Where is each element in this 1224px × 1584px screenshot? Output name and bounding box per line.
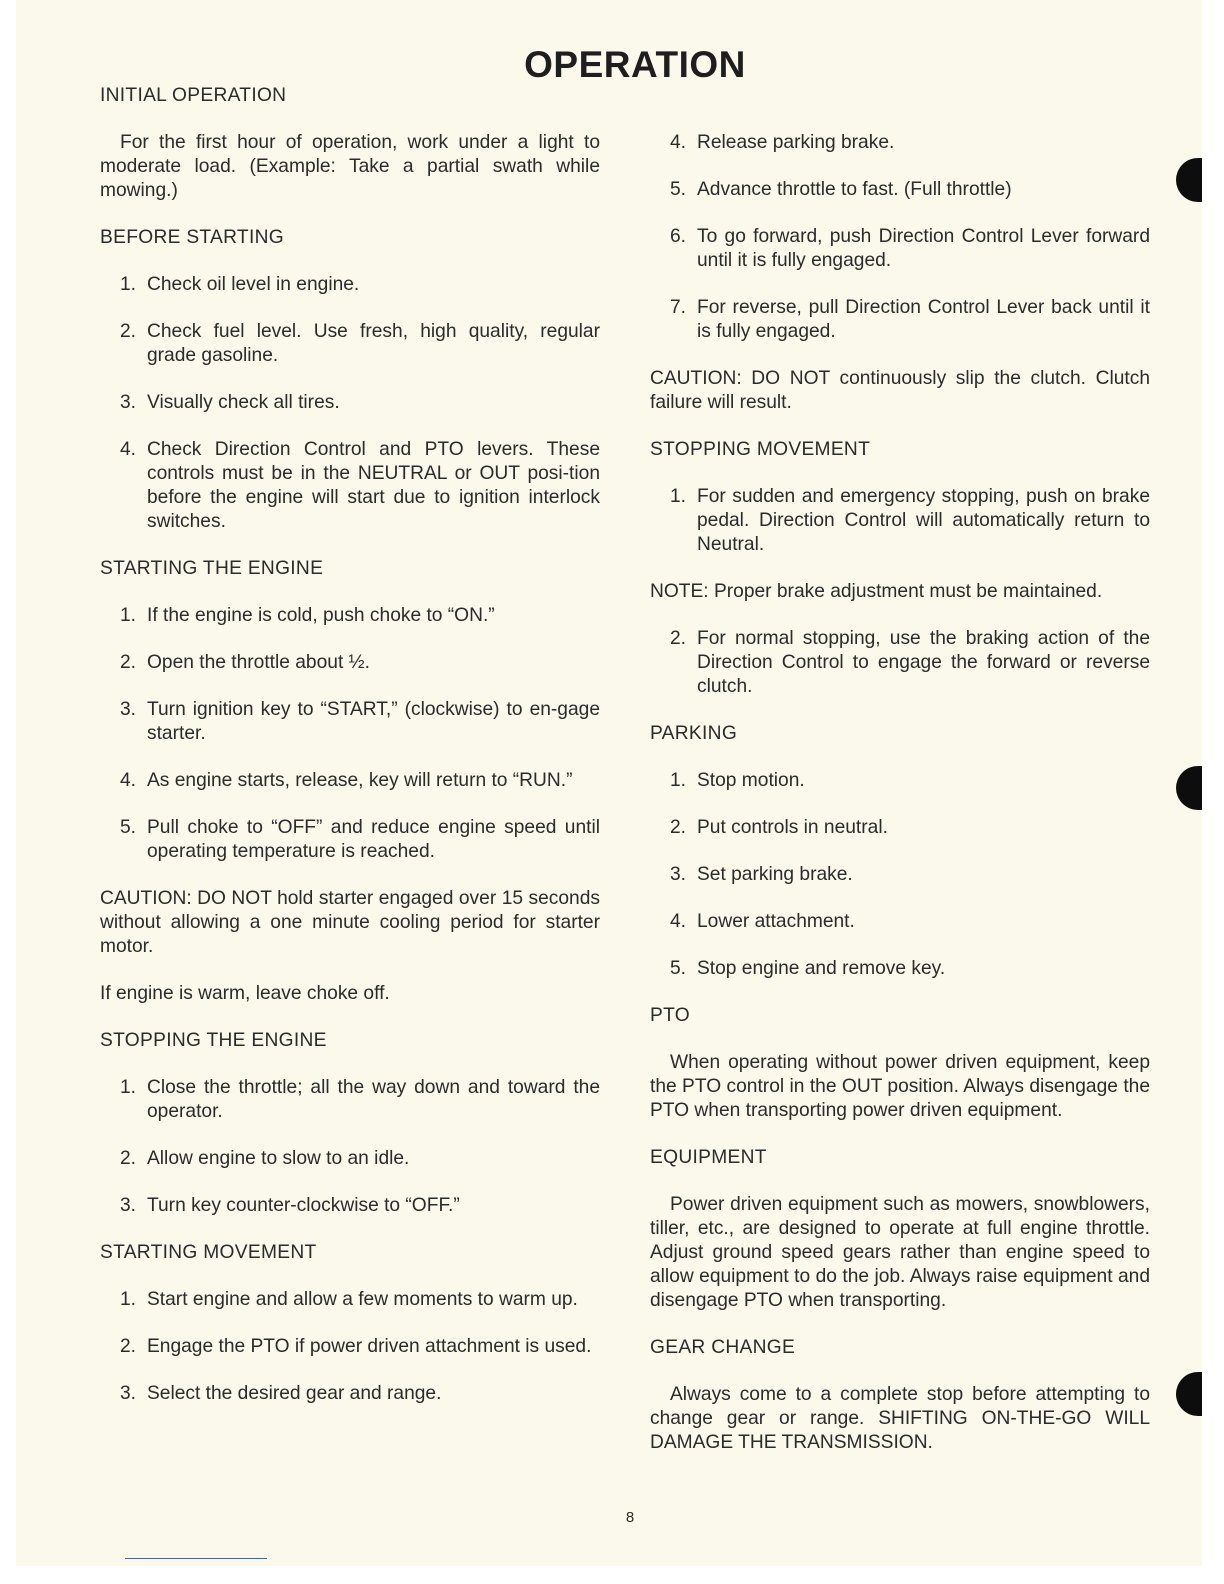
starting-engine-heading: STARTING THE ENGINE xyxy=(100,558,324,579)
item-text: For sudden and emergency stopping, push on brake pedal. Direction Control will automatically return to Neutral. xyxy=(697,486,1150,555)
item-number: 1. xyxy=(120,274,137,295)
starter-caution-text: CAUTION: DO NOT hold starter engaged over 15 seconds without allowing a one minute cooling period for starter motor. xyxy=(100,888,600,957)
parking-list xyxy=(650,769,1150,981)
list-item xyxy=(120,391,600,415)
list-item xyxy=(670,957,1150,981)
item-text: Select the desired gear and range. xyxy=(147,1383,442,1404)
stopping-movement-heading: STOPPING MOVEMENT xyxy=(650,439,871,460)
list-item xyxy=(670,863,1150,887)
item-number: 1. xyxy=(120,1077,137,1098)
item-text: Set parking brake. xyxy=(697,864,853,885)
item-number: 3. xyxy=(670,864,687,885)
item-number: 5. xyxy=(670,958,687,979)
item-text: Advance throttle to fast. (Full throttle) xyxy=(697,179,1012,200)
brake-adjustment-note: NOTE: Proper brake adjustment must be maintained. xyxy=(650,581,1103,602)
item-text: Stop engine and remove key. xyxy=(697,958,946,979)
list-item xyxy=(120,1335,600,1359)
item-text: Check fuel level. Use fresh, high quality, regular grade gasoline. xyxy=(147,321,600,366)
item-number: 5. xyxy=(670,179,687,200)
gear-change-heading: GEAR CHANGE xyxy=(650,1337,796,1358)
list-item xyxy=(670,296,1150,344)
pto-heading: PTO xyxy=(650,1005,690,1026)
initial-operation-heading: INITIAL OPERATION xyxy=(100,85,287,106)
item-text: As engine starts, release, key will return to “RUN.” xyxy=(147,770,573,791)
item-number: 2. xyxy=(670,628,687,649)
pto-text: When operating without power driven equipment, keep the PTO control in the OUT position. Always disengage the PTO when transporting power driven equipment. xyxy=(650,1052,1150,1121)
clutch-caution-text: CAUTION: DO NOT continuously slip the clutch. Clutch failure will result. xyxy=(650,368,1150,413)
list-item xyxy=(670,816,1150,840)
stopping-movement-list xyxy=(650,485,1150,557)
item-text: Start engine and allow a few moments to warm up. xyxy=(147,1289,578,1310)
list-item xyxy=(120,1194,600,1218)
item-text: Stop motion. xyxy=(697,770,805,791)
equipment-heading: EQUIPMENT xyxy=(650,1147,767,1168)
item-number: 2. xyxy=(120,652,137,673)
item-number: 3. xyxy=(120,392,137,413)
item-text: Release parking brake. xyxy=(697,132,895,153)
list-item xyxy=(670,910,1150,934)
list-item xyxy=(120,1147,600,1171)
item-number: 1. xyxy=(670,486,687,507)
item-number: 2. xyxy=(670,817,687,838)
item-number: 1. xyxy=(670,770,687,791)
list-item xyxy=(120,698,600,746)
list-item xyxy=(120,769,600,793)
item-number: 4. xyxy=(120,439,137,460)
item-number: 4. xyxy=(670,132,687,153)
item-text: Lower attachment. xyxy=(697,911,855,932)
item-text: Turn key counter-clockwise to “OFF.” xyxy=(147,1195,460,1216)
before-starting-list xyxy=(100,273,600,534)
starting-movement-heading: STARTING MOVEMENT xyxy=(100,1242,317,1263)
list-item xyxy=(670,225,1150,273)
item-number: 2. xyxy=(120,1148,137,1169)
list-item xyxy=(120,651,600,675)
item-text: Check oil level in engine. xyxy=(147,274,360,295)
before-starting-heading: BEFORE STARTING xyxy=(100,227,284,248)
list-item xyxy=(120,438,600,534)
list-item xyxy=(120,1288,600,1312)
list-item xyxy=(120,273,600,297)
item-text: If the engine is cold, push choke to “ON.” xyxy=(147,605,495,626)
stopping-movement-list-continued xyxy=(650,627,1150,699)
list-item xyxy=(120,1076,600,1124)
warm-engine-note: If engine is warm, leave choke off. xyxy=(100,983,390,1004)
list-item xyxy=(670,485,1150,557)
starting-engine-list xyxy=(100,604,600,864)
list-item xyxy=(670,178,1150,202)
item-text: Visually check all tires. xyxy=(147,392,340,413)
item-text: Close the throttle; all the way down and toward the operator. xyxy=(147,1077,600,1122)
page-number: 8 xyxy=(625,1509,635,1526)
list-item xyxy=(670,131,1150,155)
list-item xyxy=(670,627,1150,699)
item-number: 5. xyxy=(120,817,137,838)
item-text: For normal stopping, use the braking action of the Direction Control to engage the forward or reverse clutch. xyxy=(697,628,1150,697)
item-number: 1. xyxy=(120,1289,137,1310)
parking-heading: PARKING xyxy=(650,723,738,744)
item-number: 3. xyxy=(120,1195,137,1216)
item-text: Engage the PTO if power driven attachment is used. xyxy=(147,1336,592,1357)
item-number: 4. xyxy=(120,770,137,791)
page-title: OPERATION xyxy=(524,44,746,85)
list-item xyxy=(120,816,600,864)
item-number: 6. xyxy=(670,226,687,247)
right-column xyxy=(650,131,1150,1478)
item-number: 2. xyxy=(120,1336,137,1357)
list-item xyxy=(120,320,600,368)
item-text: For reverse, pull Direction Control Lever back until it is fully engaged. xyxy=(697,297,1150,342)
item-number: 4. xyxy=(670,911,687,932)
item-text: Put controls in neutral. xyxy=(697,817,888,838)
item-number: 1. xyxy=(120,605,137,626)
list-item xyxy=(120,604,600,628)
item-number: 3. xyxy=(120,1383,137,1404)
footer-rule xyxy=(125,1558,267,1559)
list-item xyxy=(670,769,1150,793)
item-text: Check Direction Control and PTO levers. These controls must be in the NEUTRAL or OUT posi-tion before the engine will start due to ignition interlock switches. xyxy=(147,439,600,532)
item-text: To go forward, push Direction Control Lever forward until it is fully engaged. xyxy=(697,226,1150,271)
item-text: Allow engine to slow to an idle. xyxy=(147,1148,410,1169)
gear-change-text: Always come to a complete stop before attempting to change gear or range. SHIFTING ON-THE-GO WILL DAMAGE THE TRANSMISSION. xyxy=(650,1384,1150,1453)
item-text: Open the throttle about ½. xyxy=(147,652,370,673)
starting-movement-list xyxy=(100,1288,600,1406)
item-number: 7. xyxy=(670,297,687,318)
left-column xyxy=(100,84,600,1429)
item-text: Pull choke to “OFF” and reduce engine speed until operating temperature is reached. xyxy=(147,817,600,862)
item-number: 2. xyxy=(120,321,137,342)
starting-movement-list-continued xyxy=(650,131,1150,344)
item-text: Turn ignition key to “START,” (clockwise) to en-gage starter. xyxy=(147,699,600,744)
list-item xyxy=(120,1382,600,1406)
equipment-text: Power driven equipment such as mowers, snowblowers, tiller, etc., are designed to operate at full engine throttle. Adjust ground speed gears rather than engine speed to allow equipment to do the job. Always raise equipment and disengage PTO when transporting. xyxy=(650,1194,1150,1311)
stopping-engine-heading: STOPPING THE ENGINE xyxy=(100,1030,327,1051)
initial-operation-text: For the first hour of operation, work under a light to moderate load. (Example: Take a partial swath while mowing.) xyxy=(100,132,600,201)
item-number: 3. xyxy=(120,699,137,720)
stopping-engine-list xyxy=(100,1076,600,1218)
